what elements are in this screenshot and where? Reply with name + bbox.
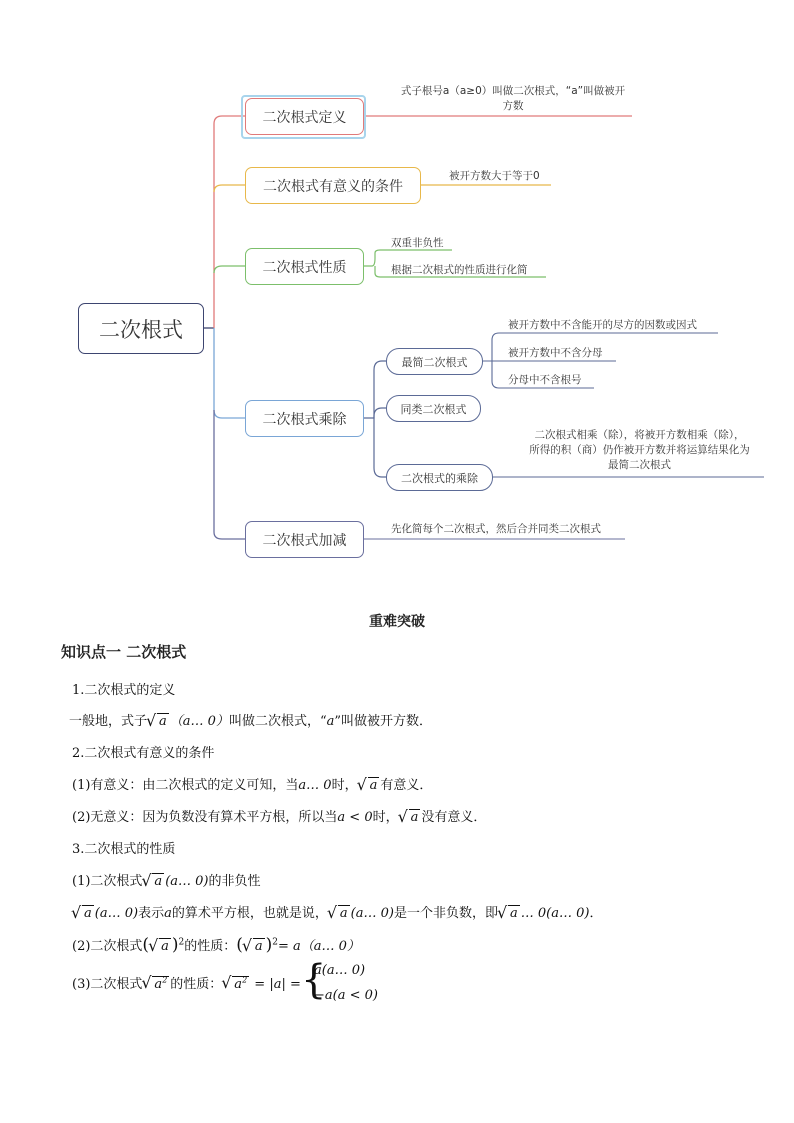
node-simplest-radical[interactable]: 最简二次根式 xyxy=(386,348,483,375)
sqrt-a: √ a xyxy=(143,874,164,889)
node-add-sub[interactable]: 二次根式加减 xyxy=(245,521,364,558)
note-definition: 式子根号a（a≥0）叫做二次根式，“a”叫做被开 方数 xyxy=(400,85,626,112)
sqrt-a: √ a xyxy=(359,778,380,793)
s3-1-title: (1)二次根式√ a (a… 0)的非负性 xyxy=(72,870,261,889)
cond: （a… 0） xyxy=(169,714,229,729)
s3-2: (2)二次根式(√ a )$^2$的性质：(√ a )$^2$= a（a… 0） xyxy=(72,935,360,955)
section-heading: 重难突破 xyxy=(369,614,425,630)
s2-title: 2.二次根式有意义的条件 xyxy=(72,746,215,761)
node-properties[interactable]: 二次根式性质 xyxy=(245,248,364,285)
s3-3: (3)二次根式√ $a^2$ 的性质：√ $a^2 = |a|$ = xyxy=(72,973,301,992)
node-radical-mul-div[interactable]: 二次根式的乘除 xyxy=(386,464,493,491)
var-a: a xyxy=(326,714,335,729)
sqrt-a: √ a xyxy=(150,939,171,954)
knowledge-point-title: 知识点一 二次根式 xyxy=(61,643,187,661)
note-add-sub: 先化简每个二次根式，然后合并同类二次根式 xyxy=(391,523,601,535)
s3-1-text: √ a (a… 0)表示a的算术平方根，也就是说，√ a (a… 0)是一个非负数，即√ a … 0(a… 0)． xyxy=(72,902,602,921)
node-like-radical[interactable]: 同类二次根式 xyxy=(386,395,481,422)
sqrt-a: √ a xyxy=(73,906,94,921)
note-simplest-3: 分母中不含根号 xyxy=(508,374,582,386)
note-condition: 被开方数大于等于0 xyxy=(449,170,540,182)
text: 叫做二次根式，“ xyxy=(228,714,327,729)
sqrt-a: √ a xyxy=(244,939,265,954)
s3-title: 3.二次根式的性质 xyxy=(72,842,176,857)
text: 一般地，式子 xyxy=(69,714,148,729)
note-simplest-1: 被开方数中不含能开的尽方的因数或因式 xyxy=(508,319,697,331)
case-2: −a(a < 0) xyxy=(314,988,378,1003)
mindmap-root[interactable]: 二次根式 xyxy=(78,303,204,354)
case-1: a(a… 0) xyxy=(314,963,366,978)
node-meaningful-condition[interactable]: 二次根式有意义的条件 xyxy=(245,167,421,204)
note-nonneg: 双重非负性 xyxy=(391,237,444,249)
sqrt-a: √ a xyxy=(329,906,350,921)
sqrt-a: √ a xyxy=(400,810,421,825)
text: ”叫做被开方数． xyxy=(334,714,433,729)
s1-title: 1.二次根式的定义 xyxy=(72,683,176,698)
note-mul-div: 二次根式相乘（除），将被开方数相乘（除）， 所得的积（商）仍作被开方数并将运算结果化为 最简二次根式 xyxy=(529,429,750,471)
sqrt-a: √ a xyxy=(148,714,169,729)
sqrt-a2: √ $a^2$ xyxy=(143,976,169,992)
sqrt-a: √ a xyxy=(499,906,520,921)
s2-meaningful: (1)有意义：由二次根式的定义可知，当a… 0时，√ a 有意义． xyxy=(72,774,432,793)
node-definition[interactable]: 二次根式定义 xyxy=(245,98,364,135)
s2-meaningless: (2)无意义：因为负数没有算术平方根，所以当a < 0时，√ a 没有意义． xyxy=(72,806,486,825)
s1-definition xyxy=(69,710,432,729)
note-simplify: 根据二次根式的性质进行化简 xyxy=(391,264,528,276)
node-mul-div[interactable]: 二次根式乘除 xyxy=(245,400,364,437)
sqrt-a2: √ $a^2$ xyxy=(223,976,249,992)
brace: { xyxy=(301,957,327,1003)
note-simplest-2: 被开方数中不含分母 xyxy=(508,347,603,359)
